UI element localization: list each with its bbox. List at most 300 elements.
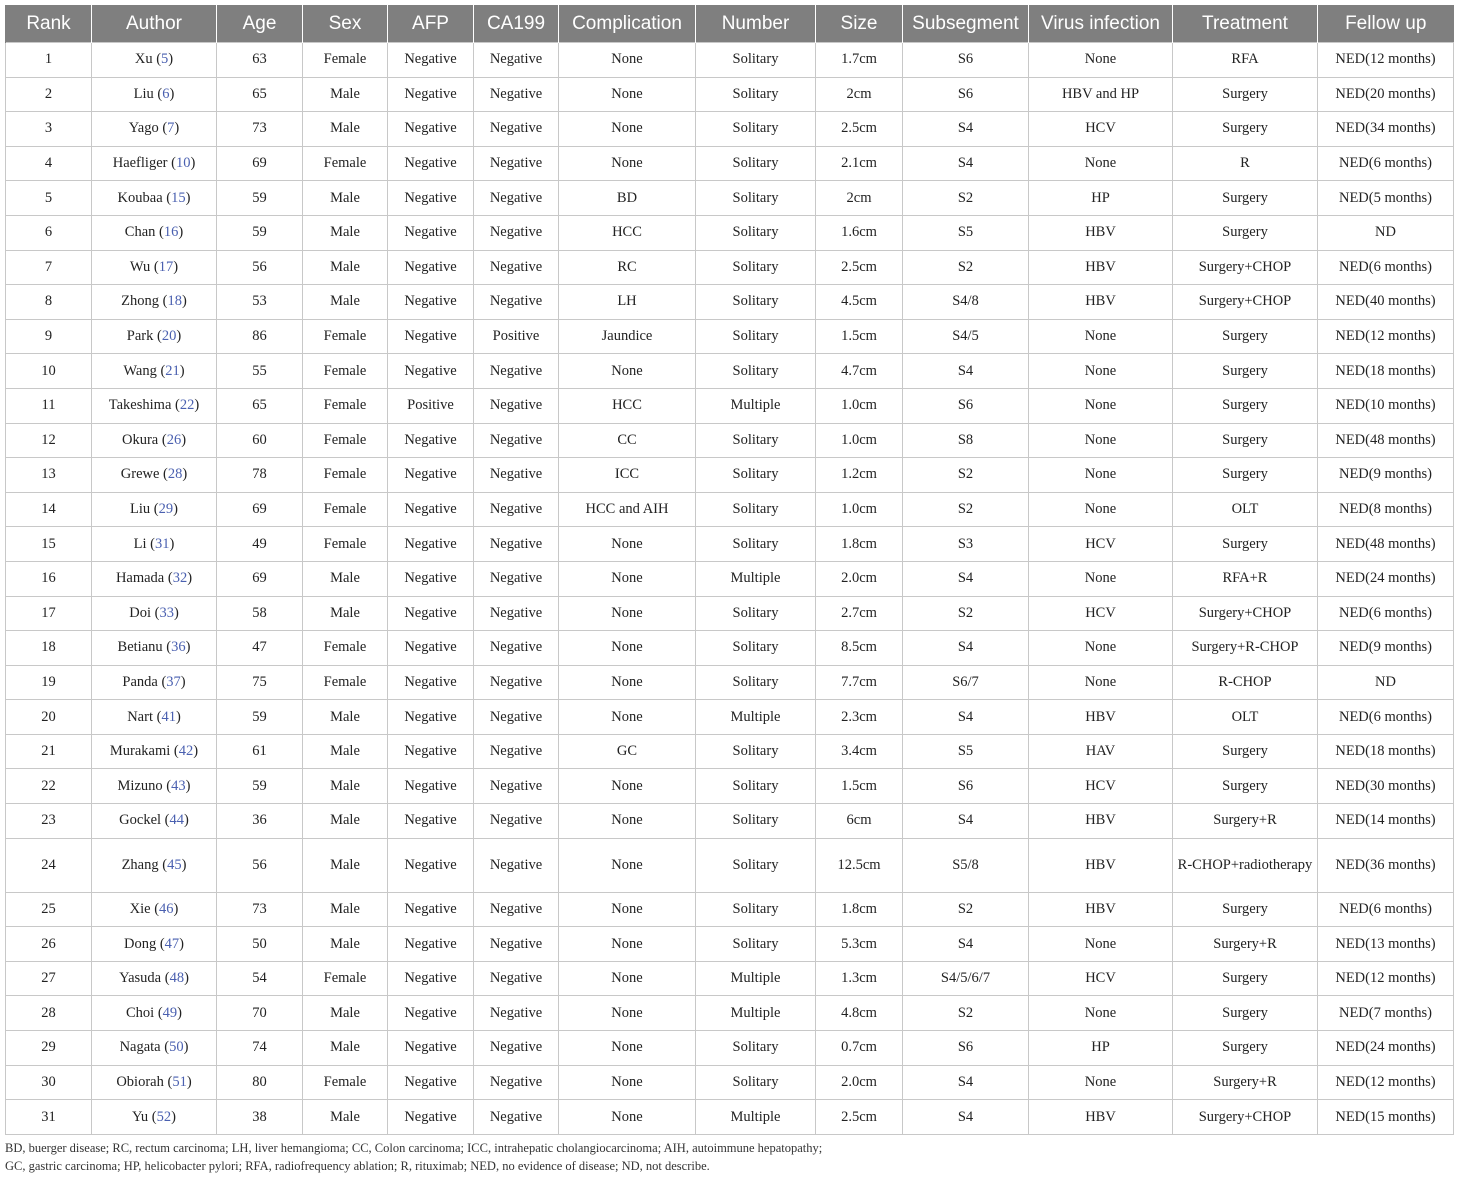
age-cell: 86 xyxy=(217,319,303,354)
author-name: Li xyxy=(133,535,147,552)
age-cell: 38 xyxy=(217,1100,303,1135)
afp-cell: Negative xyxy=(388,77,474,112)
age-cell: 73 xyxy=(217,112,303,147)
treatment-cell: Surgery xyxy=(1173,215,1318,250)
number-cell: Solitary xyxy=(696,250,816,285)
number-cell: Multiple xyxy=(696,961,816,996)
virus-cell: None xyxy=(1029,146,1173,181)
table-row xyxy=(6,43,1454,78)
reference-link[interactable]: 47 xyxy=(164,935,180,952)
follow-up-cell: NED(30 months) xyxy=(1318,769,1454,804)
author-cell: Nagata (50) xyxy=(92,1031,217,1066)
treatment-cell: Surgery+R xyxy=(1173,804,1318,839)
size-cell: 4.8cm xyxy=(816,996,903,1031)
author-name: Okura xyxy=(121,431,159,448)
ca199-cell: Negative xyxy=(474,250,559,285)
rank-cell: 12 xyxy=(6,423,92,458)
table-body xyxy=(6,43,1454,1135)
rank-cell: 8 xyxy=(6,285,92,320)
virus-cell: None xyxy=(1029,458,1173,493)
subsegment-cell: S6 xyxy=(903,77,1029,112)
ca199-cell: Negative xyxy=(474,285,559,320)
reference-link[interactable]: 32 xyxy=(172,570,188,587)
rank-cell: 9 xyxy=(6,319,92,354)
reference-link[interactable]: 45 xyxy=(167,856,182,873)
sex-cell: Male xyxy=(303,181,388,216)
column-header: CA199 xyxy=(474,5,559,43)
treatment-cell: Surgery xyxy=(1173,354,1318,389)
reference-link[interactable]: 48 xyxy=(169,970,185,987)
complication-cell: None xyxy=(559,43,696,78)
author-cell: Murakami (42) xyxy=(92,734,217,769)
size-cell: 1.6cm xyxy=(816,215,903,250)
sex-cell: Female xyxy=(303,146,388,181)
ca199-cell: Positive xyxy=(474,319,559,354)
rank-cell: 13 xyxy=(6,458,92,493)
reference-link[interactable]: 26 xyxy=(166,431,182,448)
virus-cell: HBV xyxy=(1029,804,1173,839)
treatment-cell: Surgery+R xyxy=(1173,927,1318,962)
rank-cell: 7 xyxy=(6,250,92,285)
reference-link[interactable]: 7 xyxy=(167,120,175,137)
author-cell: Choi (49) xyxy=(92,996,217,1031)
follow-up-cell: NED(15 months) xyxy=(1318,1100,1454,1135)
reference-link[interactable]: 44 xyxy=(169,812,184,829)
author-name: Takeshima xyxy=(108,397,172,414)
author-cell: Yago (7) xyxy=(92,112,217,147)
complication-cell: None xyxy=(559,665,696,700)
treatment-cell: Surgery xyxy=(1173,388,1318,423)
reference-link[interactable]: 33 xyxy=(159,604,174,621)
afp-cell: Negative xyxy=(388,215,474,250)
afp-cell: Negative xyxy=(388,631,474,666)
reference-link[interactable]: 18 xyxy=(167,293,182,310)
rank-cell: 21 xyxy=(6,734,92,769)
age-cell: 50 xyxy=(217,927,303,962)
subsegment-cell: S2 xyxy=(903,492,1029,527)
follow-up-cell: NED(13 months) xyxy=(1318,927,1454,962)
afp-cell: Negative xyxy=(388,181,474,216)
author-name: Wu xyxy=(129,258,151,275)
author-name: Betianu xyxy=(117,639,163,656)
afp-cell: Positive xyxy=(388,388,474,423)
ca199-cell: Negative xyxy=(474,215,559,250)
column-header: Rank xyxy=(6,5,92,43)
size-cell: 7.7cm xyxy=(816,665,903,700)
follow-up-cell: NED(18 months) xyxy=(1318,354,1454,389)
follow-up-cell: ND xyxy=(1318,665,1454,700)
table-row xyxy=(6,146,1454,181)
number-cell: Solitary xyxy=(696,77,816,112)
follow-up-cell: NED(9 months) xyxy=(1318,458,1454,493)
rank-cell: 3 xyxy=(6,112,92,147)
reference-link[interactable]: 5 xyxy=(161,51,169,68)
follow-up-cell: NED(10 months) xyxy=(1318,388,1454,423)
subsegment-cell: S6 xyxy=(903,388,1029,423)
rank-cell: 14 xyxy=(6,492,92,527)
ca199-cell: Negative xyxy=(474,892,559,927)
subsegment-cell: S4 xyxy=(903,112,1029,147)
sex-cell: Female xyxy=(303,665,388,700)
subsegment-cell: S4/5 xyxy=(903,319,1029,354)
virus-cell: HCV xyxy=(1029,112,1173,147)
complication-cell: BD xyxy=(559,181,696,216)
number-cell: Solitary xyxy=(696,112,816,147)
column-header: Subsegment xyxy=(903,5,1029,43)
age-cell: 61 xyxy=(217,734,303,769)
sex-cell: Female xyxy=(303,354,388,389)
table-row xyxy=(6,458,1454,493)
virus-cell: None xyxy=(1029,319,1173,354)
virus-cell: HCV xyxy=(1029,596,1173,631)
number-cell: Solitary xyxy=(696,181,816,216)
author-name: Nart xyxy=(127,708,153,725)
sex-cell: Male xyxy=(303,596,388,631)
subsegment-cell: S6 xyxy=(903,43,1029,78)
table-row xyxy=(6,1031,1454,1066)
ca199-cell: Negative xyxy=(474,354,559,389)
complication-cell: None xyxy=(559,1031,696,1066)
reference-link[interactable]: 41 xyxy=(161,708,176,725)
ca199-cell: Negative xyxy=(474,961,559,996)
complication-cell: None xyxy=(559,561,696,596)
treatment-cell: R-CHOP+radiotherapy xyxy=(1173,838,1318,892)
afp-cell: Negative xyxy=(388,1031,474,1066)
ca199-cell: Negative xyxy=(474,423,559,458)
follow-up-cell: NED(12 months) xyxy=(1318,319,1454,354)
virus-cell: HCV xyxy=(1029,527,1173,562)
reference-link[interactable]: 16 xyxy=(163,224,179,241)
column-header: AFP xyxy=(388,5,474,43)
afp-cell: Negative xyxy=(388,146,474,181)
subsegment-cell: S4 xyxy=(903,700,1029,735)
treatment-cell: Surgery xyxy=(1173,996,1318,1031)
author-name: Nagata xyxy=(119,1039,161,1056)
table-row xyxy=(6,596,1454,631)
reference-link[interactable]: 21 xyxy=(165,362,180,379)
subsegment-cell: S4 xyxy=(903,804,1029,839)
table-row xyxy=(6,250,1454,285)
afp-cell: Negative xyxy=(388,561,474,596)
complication-cell: None xyxy=(559,1100,696,1135)
treatment-cell: Surgery xyxy=(1173,423,1318,458)
sex-cell: Female xyxy=(303,388,388,423)
reference-link[interactable]: 43 xyxy=(171,777,186,794)
age-cell: 80 xyxy=(217,1065,303,1100)
complication-cell: RC xyxy=(559,250,696,285)
treatment-cell: R xyxy=(1173,146,1318,181)
author-cell: Obiorah (51) xyxy=(92,1065,217,1100)
table-row xyxy=(6,996,1454,1031)
virus-cell: HCV xyxy=(1029,769,1173,804)
afp-cell: Negative xyxy=(388,700,474,735)
virus-cell: HBV xyxy=(1029,1100,1173,1135)
size-cell: 0.7cm xyxy=(816,1031,903,1066)
size-cell: 1.8cm xyxy=(816,527,903,562)
subsegment-cell: S2 xyxy=(903,458,1029,493)
rank-cell: 27 xyxy=(6,961,92,996)
subsegment-cell: S6 xyxy=(903,1031,1029,1066)
table-row xyxy=(6,527,1454,562)
rank-cell: 30 xyxy=(6,1065,92,1100)
size-cell: 4.5cm xyxy=(816,285,903,320)
rank-cell: 4 xyxy=(6,146,92,181)
age-cell: 36 xyxy=(217,804,303,839)
virus-cell: HBV and HP xyxy=(1029,77,1173,112)
virus-cell: HP xyxy=(1029,181,1173,216)
author-cell: Dong (47) xyxy=(92,927,217,962)
age-cell: 56 xyxy=(217,838,303,892)
subsegment-cell: S4 xyxy=(903,561,1029,596)
virus-cell: None xyxy=(1029,927,1173,962)
subsegment-cell: S8 xyxy=(903,423,1029,458)
size-cell: 2.1cm xyxy=(816,146,903,181)
treatment-cell: Surgery xyxy=(1173,77,1318,112)
ca199-cell: Negative xyxy=(474,527,559,562)
afp-cell: Negative xyxy=(388,1100,474,1135)
size-cell: 1.0cm xyxy=(816,492,903,527)
reference-link[interactable]: 52 xyxy=(156,1108,172,1125)
number-cell: Solitary xyxy=(696,769,816,804)
afp-cell: Negative xyxy=(388,734,474,769)
virus-cell: None xyxy=(1029,388,1173,423)
age-cell: 65 xyxy=(217,388,303,423)
size-cell: 1.0cm xyxy=(816,423,903,458)
author-name: Mizuno xyxy=(117,777,163,794)
sex-cell: Male xyxy=(303,77,388,112)
rank-cell: 15 xyxy=(6,527,92,562)
ca199-cell: Negative xyxy=(474,631,559,666)
size-cell: 2.0cm xyxy=(816,561,903,596)
table-row xyxy=(6,734,1454,769)
virus-cell: None xyxy=(1029,1065,1173,1100)
reference-link[interactable]: 51 xyxy=(172,1073,187,1090)
reference-link[interactable]: 42 xyxy=(178,743,194,760)
reference-link[interactable]: 49 xyxy=(162,1004,178,1021)
ca199-cell: Negative xyxy=(474,804,559,839)
number-cell: Solitary xyxy=(696,527,816,562)
author-name: Park xyxy=(126,328,154,345)
follow-up-cell: NED(12 months) xyxy=(1318,961,1454,996)
number-cell: Solitary xyxy=(696,1031,816,1066)
virus-cell: None xyxy=(1029,631,1173,666)
age-cell: 70 xyxy=(217,996,303,1031)
sex-cell: Female xyxy=(303,1065,388,1100)
treatment-cell: RFA xyxy=(1173,43,1318,78)
sex-cell: Female xyxy=(303,527,388,562)
follow-up-cell: NED(34 months) xyxy=(1318,112,1454,147)
size-cell: 2.7cm xyxy=(816,596,903,631)
sex-cell: Male xyxy=(303,927,388,962)
size-cell: 1.5cm xyxy=(816,319,903,354)
table-row xyxy=(6,492,1454,527)
table-row xyxy=(6,1065,1454,1100)
afp-cell: Negative xyxy=(388,996,474,1031)
rank-cell: 18 xyxy=(6,631,92,666)
reference-link[interactable]: 36 xyxy=(171,639,186,656)
table-row xyxy=(6,838,1454,892)
size-cell: 2.3cm xyxy=(816,700,903,735)
author-cell: Mizuno (43) xyxy=(92,769,217,804)
follow-up-cell: NED(6 months) xyxy=(1318,596,1454,631)
size-cell: 1.5cm xyxy=(816,769,903,804)
afp-cell: Negative xyxy=(388,112,474,147)
table-row xyxy=(6,927,1454,962)
follow-up-cell: NED(48 months) xyxy=(1318,423,1454,458)
author-cell: Takeshima (22) xyxy=(92,388,217,423)
rank-cell: 20 xyxy=(6,700,92,735)
author-cell: Xie (46) xyxy=(92,892,217,927)
size-cell: 4.7cm xyxy=(816,354,903,389)
subsegment-cell: S4 xyxy=(903,631,1029,666)
number-cell: Solitary xyxy=(696,285,816,320)
subsegment-cell: S5 xyxy=(903,215,1029,250)
treatment-cell: Surgery+R-CHOP xyxy=(1173,631,1318,666)
virus-cell: HBV xyxy=(1029,285,1173,320)
virus-cell: HBV xyxy=(1029,215,1173,250)
table-row xyxy=(6,354,1454,389)
follow-up-cell: NED(48 months) xyxy=(1318,527,1454,562)
subsegment-cell: S2 xyxy=(903,596,1029,631)
sex-cell: Male xyxy=(303,804,388,839)
treatment-cell: Surgery xyxy=(1173,458,1318,493)
treatment-cell: Surgery xyxy=(1173,769,1318,804)
sex-cell: Male xyxy=(303,769,388,804)
subsegment-cell: S2 xyxy=(903,181,1029,216)
follow-up-cell: NED(5 months) xyxy=(1318,181,1454,216)
author-name: Chan xyxy=(124,224,156,241)
rank-cell: 23 xyxy=(6,804,92,839)
complication-cell: None xyxy=(559,892,696,927)
ca199-cell: Negative xyxy=(474,77,559,112)
treatment-cell: Surgery xyxy=(1173,527,1318,562)
age-cell: 73 xyxy=(217,892,303,927)
column-header: Age xyxy=(217,5,303,43)
rank-cell: 25 xyxy=(6,892,92,927)
virus-cell: None xyxy=(1029,43,1173,78)
reference-link[interactable]: 20 xyxy=(161,328,177,345)
table-row xyxy=(6,700,1454,735)
author-cell: Okura (26) xyxy=(92,423,217,458)
sex-cell: Female xyxy=(303,319,388,354)
number-cell: Solitary xyxy=(696,423,816,458)
treatment-cell: Surgery xyxy=(1173,112,1318,147)
treatment-cell: Surgery xyxy=(1173,961,1318,996)
size-cell: 2.5cm xyxy=(816,1100,903,1135)
column-header: Complication xyxy=(559,5,696,43)
table-row xyxy=(6,112,1454,147)
reference-link[interactable]: 50 xyxy=(169,1039,184,1056)
rank-cell: 19 xyxy=(6,665,92,700)
virus-cell: HP xyxy=(1029,1031,1173,1066)
afp-cell: Negative xyxy=(388,665,474,700)
complication-cell: None xyxy=(559,527,696,562)
ca199-cell: Negative xyxy=(474,769,559,804)
author-cell: Wang (21) xyxy=(92,354,217,389)
sex-cell: Female xyxy=(303,43,388,78)
reference-link[interactable]: 22 xyxy=(179,397,195,414)
reference-link[interactable]: 31 xyxy=(155,535,170,552)
sex-cell: Male xyxy=(303,1031,388,1066)
rank-cell: 29 xyxy=(6,1031,92,1066)
header-row xyxy=(6,5,1454,43)
treatment-cell: Surgery+CHOP xyxy=(1173,596,1318,631)
table-header xyxy=(6,5,1454,43)
age-cell: 69 xyxy=(217,561,303,596)
size-cell: 1.0cm xyxy=(816,388,903,423)
table-row xyxy=(6,892,1454,927)
virus-cell: None xyxy=(1029,354,1173,389)
number-cell: Solitary xyxy=(696,596,816,631)
reference-link[interactable]: 10 xyxy=(175,155,191,172)
age-cell: 69 xyxy=(217,146,303,181)
treatment-cell: Surgery xyxy=(1173,734,1318,769)
afp-cell: Negative xyxy=(388,838,474,892)
author-cell: Doi (33) xyxy=(92,596,217,631)
reference-link[interactable]: 6 xyxy=(162,85,170,102)
number-cell: Multiple xyxy=(696,996,816,1031)
author-cell: Betianu (36) xyxy=(92,631,217,666)
afp-cell: Negative xyxy=(388,285,474,320)
virus-cell: HBV xyxy=(1029,892,1173,927)
number-cell: Solitary xyxy=(696,43,816,78)
reference-link[interactable]: 28 xyxy=(167,466,183,483)
column-header: Sex xyxy=(303,5,388,43)
reference-link[interactable]: 37 xyxy=(166,673,181,690)
author-cell: Gockel (44) xyxy=(92,804,217,839)
afp-cell: Negative xyxy=(388,892,474,927)
complication-cell: HCC xyxy=(559,215,696,250)
size-cell: 2.5cm xyxy=(816,112,903,147)
afp-cell: Negative xyxy=(388,769,474,804)
age-cell: 59 xyxy=(217,181,303,216)
follow-up-cell: NED(6 months) xyxy=(1318,146,1454,181)
number-cell: Solitary xyxy=(696,631,816,666)
rank-cell: 16 xyxy=(6,561,92,596)
case-table-container xyxy=(5,5,1455,1135)
sex-cell: Male xyxy=(303,561,388,596)
follow-up-cell: NED(20 months) xyxy=(1318,77,1454,112)
complication-cell: HCC xyxy=(559,388,696,423)
sex-cell: Female xyxy=(303,631,388,666)
age-cell: 75 xyxy=(217,665,303,700)
table-row xyxy=(6,961,1454,996)
column-header: Treatment xyxy=(1173,5,1318,43)
ca199-cell: Negative xyxy=(474,112,559,147)
complication-cell: HCC and AIH xyxy=(559,492,696,527)
follow-up-cell: NED(24 months) xyxy=(1318,561,1454,596)
sex-cell: Female xyxy=(303,961,388,996)
number-cell: Solitary xyxy=(696,354,816,389)
reference-link[interactable]: 29 xyxy=(158,501,174,518)
size-cell: 8.5cm xyxy=(816,631,903,666)
reference-link[interactable]: 17 xyxy=(158,258,174,275)
size-cell: 2.5cm xyxy=(816,250,903,285)
afp-cell: Negative xyxy=(388,43,474,78)
size-cell: 6cm xyxy=(816,804,903,839)
complication-cell: None xyxy=(559,996,696,1031)
number-cell: Solitary xyxy=(696,1065,816,1100)
reference-link[interactable]: 15 xyxy=(171,189,186,206)
table-row xyxy=(6,665,1454,700)
column-header: Number xyxy=(696,5,816,43)
sex-cell: Male xyxy=(303,700,388,735)
author-name: Haefliger xyxy=(112,155,168,172)
reference-link[interactable]: 46 xyxy=(159,900,174,917)
rank-cell: 26 xyxy=(6,927,92,962)
rank-cell: 11 xyxy=(6,388,92,423)
complication-cell: None xyxy=(559,927,696,962)
